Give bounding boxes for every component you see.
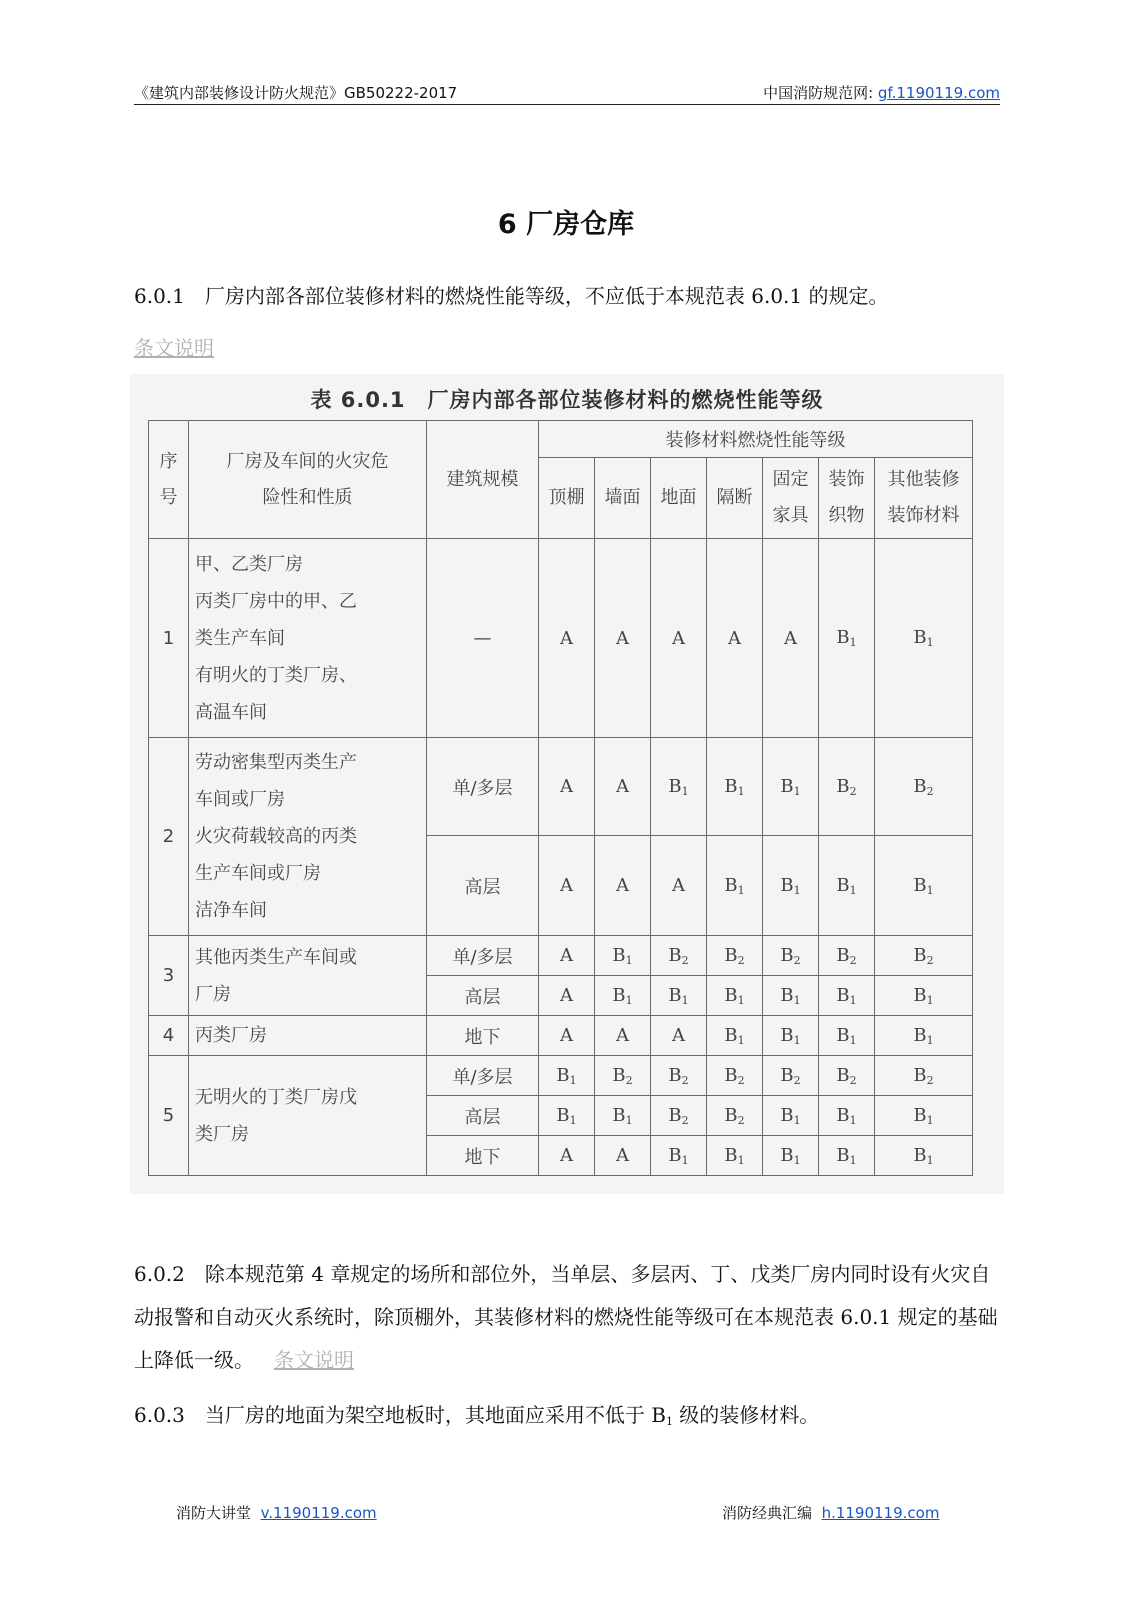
rating-cell: $B_1$: [707, 738, 763, 836]
rating-cell: A: [651, 539, 707, 738]
category-line: 丙类厂房: [195, 1025, 267, 1046]
rating-cell: $B_1$: [763, 1136, 819, 1176]
rating-cell: $B_2$: [819, 1056, 875, 1096]
category-line: 无明火的丁类厂房戊: [195, 1086, 357, 1108]
category-line: 劳动密集型丙类生产: [195, 752, 357, 773]
rating-cell: A: [707, 539, 763, 738]
rating-cell: $B_1$: [875, 1136, 973, 1176]
rating-cell: $B_1$: [819, 539, 875, 738]
rating-cell: A: [595, 1136, 651, 1176]
page-header: [134, 82, 1000, 105]
table-row: [149, 539, 973, 738]
row-category: [189, 539, 427, 738]
row-scale: 高层: [427, 836, 539, 936]
rating-cell: $B_1$: [707, 1136, 763, 1176]
category-line: 高温车间: [195, 701, 267, 723]
rating-cell: $B_1$: [707, 836, 763, 936]
rating-cell: $B_2$: [819, 936, 875, 976]
rating-cell: $B_1$: [595, 976, 651, 1016]
clause-6-0-3: [134, 1394, 1004, 1443]
rating-cell: A: [595, 539, 651, 738]
header-site-label: 中国消防规范网:: [763, 84, 874, 102]
rating-cell: A: [539, 539, 595, 738]
category-line: 甲、乙类厂房: [195, 553, 303, 575]
footer-left-link[interactable]: v.1190119.com: [260, 1504, 377, 1522]
rating-cell: A: [539, 836, 595, 936]
rating-cell: $B_1$: [707, 976, 763, 1016]
clause-text: 当厂房的地面为架空地板时，其地面应采用不低于: [204, 1403, 652, 1427]
rating-cell: A: [651, 1016, 707, 1056]
row-category: [189, 1056, 427, 1176]
clause-number: 6.0.3: [134, 1403, 185, 1427]
table-row: [149, 936, 973, 976]
category-line: 其他丙类生产车间或: [195, 946, 357, 968]
header-category: 厂房及车间的火灾危险性和性质: [189, 421, 427, 539]
rating-cell: $B_1$: [819, 976, 875, 1016]
header-col: 顶棚: [539, 458, 595, 539]
clause-note-link[interactable]: 条文说明: [134, 336, 214, 360]
rating-cell: $B_2$: [707, 1056, 763, 1096]
row-category: [189, 1016, 427, 1056]
rating-cell: $B_1$: [595, 1096, 651, 1136]
clause-number: 6.0.1: [134, 284, 185, 308]
rating-cell: A: [539, 1136, 595, 1176]
header-rating-group: 装修材料燃烧性能等级: [539, 421, 973, 458]
header-col: 固定家具: [763, 458, 819, 539]
rating-cell: $B_2$: [595, 1056, 651, 1096]
rating-cell: $B_1$: [763, 836, 819, 936]
rating-cell: $B_2$: [707, 936, 763, 976]
row-scale: 地下: [427, 1016, 539, 1056]
category-line: 丙类厂房中的甲、乙: [195, 590, 357, 612]
rating-cell: $B_1$: [651, 1136, 707, 1176]
chapter-title: 6 厂房仓库: [497, 209, 635, 240]
grade-label: $B_1$: [651, 1403, 673, 1428]
category-line: 类生产车间: [195, 627, 285, 649]
rating-cell: $B_1$: [595, 936, 651, 976]
header-col: 装饰织物: [819, 458, 875, 539]
header-col: 墙面: [595, 458, 651, 539]
row-seq: 2: [149, 738, 189, 936]
row-seq: 5: [149, 1056, 189, 1176]
rating-cell: $B_1$: [819, 1136, 875, 1176]
clause-text-end: 级的装修材料。: [672, 1403, 820, 1427]
category-line: 洁净车间: [195, 900, 267, 921]
row-category: [189, 936, 427, 1016]
rating-cell: $B_1$: [875, 976, 973, 1016]
rating-cell: A: [595, 738, 651, 836]
header-site: [763, 82, 1000, 103]
rating-cell: $B_2$: [763, 1056, 819, 1096]
rating-cell: $B_1$: [763, 1016, 819, 1056]
footer-left: [176, 1502, 377, 1523]
rating-cell: A: [763, 539, 819, 738]
fire-rating-table: [148, 420, 973, 1176]
rating-cell: $B_2$: [875, 936, 973, 976]
header-col: 地面: [651, 458, 707, 539]
rating-cell: $B_1$: [763, 1096, 819, 1136]
row-scale: —: [427, 539, 539, 738]
header-seq: 序号: [149, 421, 189, 539]
rating-cell: $B_1$: [651, 738, 707, 836]
rating-cell: $B_2$: [707, 1096, 763, 1136]
rating-cell: A: [651, 836, 707, 936]
rating-cell: A: [539, 1016, 595, 1056]
header-site-link[interactable]: gf.1190119.com: [877, 84, 1000, 102]
rating-cell: $B_2$: [819, 738, 875, 836]
row-scale: 单/多层: [427, 738, 539, 836]
rating-cell: $B_1$: [707, 1016, 763, 1056]
rating-cell: $B_2$: [763, 936, 819, 976]
table-figure: [130, 374, 1004, 1194]
clause-note-link[interactable]: 条文说明: [274, 1348, 354, 1372]
rating-cell: $B_1$: [875, 1016, 973, 1056]
category-line: 车间或厂房: [195, 789, 285, 810]
table-row: [149, 1016, 973, 1056]
rating-cell: $B_1$: [539, 1056, 595, 1096]
table-row: [149, 738, 973, 836]
rating-cell: A: [539, 738, 595, 836]
rating-cell: $B_1$: [819, 1016, 875, 1056]
category-line: 生产车间或厂房: [195, 863, 321, 884]
footer-right-link[interactable]: h.1190119.com: [821, 1504, 940, 1522]
rating-cell: A: [539, 936, 595, 976]
row-scale: 高层: [427, 976, 539, 1016]
footer-right-label: 消防经典汇编: [722, 1504, 813, 1522]
header-scale: 建筑规模: [427, 421, 539, 539]
footer-right: [722, 1502, 939, 1523]
rating-cell: $B_1$: [819, 836, 875, 936]
clause-text: 厂房内部各部位装修材料的燃烧性能等级，不应低于本规范表 6.0.1 的规定。: [204, 284, 889, 308]
row-seq: 4: [149, 1016, 189, 1056]
row-seq: 3: [149, 936, 189, 1016]
rating-cell: $B_1$: [539, 1096, 595, 1136]
row-category: [189, 738, 427, 936]
rating-cell: $B_1$: [819, 1096, 875, 1136]
rating-cell: A: [539, 976, 595, 1016]
rating-cell: $B_2$: [651, 1096, 707, 1136]
category-line: 火灾荷载较高的丙类: [195, 826, 357, 847]
row-scale: 单/多层: [427, 1056, 539, 1096]
clause-text: 除本规范第 4 章规定的场所和部位外，当单层、多层丙、丁、戊类厂房内同时设有火灾自动报警和自动灭火系统时，除顶棚外，其装修材料的燃烧性能等级可在本规范表 6.0.1 规定的基础上降低一级。: [134, 1262, 998, 1372]
rating-cell: $B_1$: [875, 836, 973, 936]
rating-cell: A: [595, 1016, 651, 1056]
rating-cell: $B_2$: [651, 936, 707, 976]
header-col: 其他装修装饰材料: [875, 458, 973, 539]
rating-cell: $B_1$: [763, 738, 819, 836]
rating-cell: $B_2$: [875, 1056, 973, 1096]
clause-number: 6.0.2: [134, 1262, 185, 1286]
clause-6-0-2: [134, 1253, 1004, 1382]
rating-cell: $B_2$: [875, 738, 973, 836]
footer-left-label: 消防大讲堂: [176, 1504, 252, 1522]
rating-cell: $B_1$: [763, 976, 819, 1016]
category-line: 类厂房: [195, 1123, 249, 1145]
header-col: 隔断: [707, 458, 763, 539]
row-scale: 高层: [427, 1096, 539, 1136]
table-row: [149, 1056, 973, 1096]
category-line: 有明火的丁类厂房、: [195, 664, 357, 686]
row-scale: 地下: [427, 1136, 539, 1176]
rating-cell: $B_2$: [651, 1056, 707, 1096]
row-seq: 1: [149, 539, 189, 738]
row-scale: 单/多层: [427, 936, 539, 976]
rating-cell: A: [595, 836, 651, 936]
rating-cell: $B_1$: [651, 976, 707, 1016]
table-caption: 表 6.0.1 厂房内部各部位装修材料的燃烧性能等级: [310, 388, 824, 412]
header-doc-title: 《建筑内部装修设计防火规范》GB50222-2017: [134, 84, 458, 102]
rating-cell: $B_1$: [875, 539, 973, 738]
clause-6-0-1: [134, 275, 1004, 318]
rating-cell: $B_1$: [875, 1096, 973, 1136]
category-line: 厂房: [195, 983, 231, 1005]
